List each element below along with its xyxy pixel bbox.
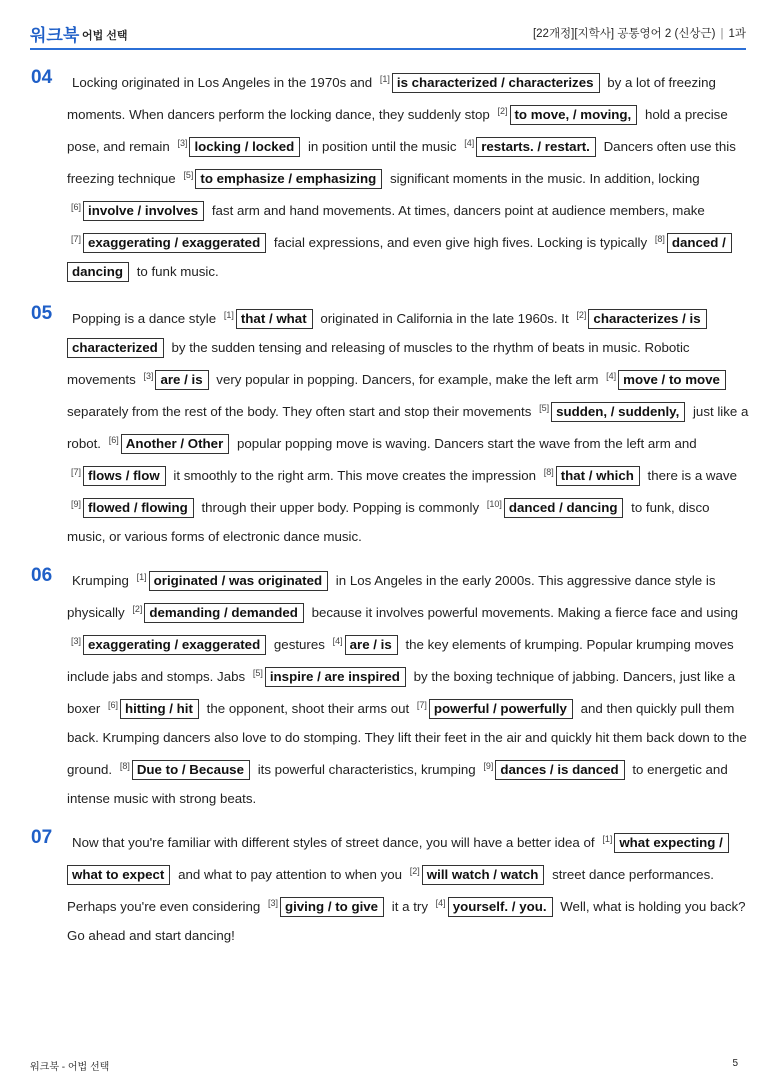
brand-title: 워크북: [30, 26, 80, 45]
choice-blank[interactable]: Another / Other: [121, 434, 230, 454]
brand-subtitle: 어법 선택: [82, 30, 128, 42]
exercise-text: Now that you're familiar with different styles of street dance, you will have a better idea of [1] what expecting / what to expect and what to pay attention to when you [2] will watch / watch street dance performances. Perhaps you're even considering [3] giving / to give it a try [4] yourself. / you. Well, what is holding you back? Go ahead and start dancing!: [67, 834, 746, 943]
choice-blank[interactable]: hitting / hit: [120, 699, 199, 719]
exercise-text: Locking originated in Los Angeles in the 1970s and [1] is characterized / characterizes by a lot of freezing moments. When dancers perform the locking dance, they suddenly stop [2] to move, / moving, hold a precise pose, and remain [3] locking / locked in position until the music [4] restarts. / restart. Dancers often use this freezing technique [5] to emphasize / emphasizing significant moments in the music. In addition, locking [6] involve / involves fast arm and hand movements. At times, dancers point at audience members, make [7] exaggerating / exaggerated facial expressions, and even give high fives. Locking is typically [8] danced / dancing to funk music.: [67, 65, 749, 286]
exercise-number: 04: [31, 67, 53, 88]
choice-blank[interactable]: flowed / flowing: [83, 498, 194, 518]
choice-blank[interactable]: exaggerating / exaggerated: [83, 233, 266, 253]
choice-blank[interactable]: restarts. / restart.: [476, 137, 596, 157]
choice-blank[interactable]: characterizes / is characterized: [67, 309, 707, 358]
choice-blank[interactable]: what expecting / what to expect: [67, 833, 729, 885]
exercise-number: 07: [31, 827, 53, 848]
choice-blank[interactable]: are / is: [345, 635, 398, 655]
exercise-text: Krumping [1] originated / was originated in Los Angeles in the early 2000s. This aggressive dance style is physically [2] demanding / demanded because it involves powerful movements. Making a fierce face and using [3] exaggerating / exaggerated gestures [4] are / is the key elements of krumping. Popular krumping moves include jabs and stomps. Jabs [5] inspire / are inspired by the boxing technique of jabbing. Dancers, just like a boxer [6] hitting / hit the opponent, shoot their arms out [7] powerful / powerfully and then quickly pull them back. Krumping dancers also love to do stomping. They lift their feet in the air and quickly hit them back down to the ground. [8] Due to / Because its powerful characteristics, krumping [9] dances / is danced to energetic and intense music with strong beats.: [67, 572, 747, 806]
choice-blank[interactable]: yourself. / you.: [448, 897, 553, 917]
choice-blank[interactable]: giving / to give: [280, 897, 384, 917]
choice-blank[interactable]: Due to / Because: [132, 760, 250, 780]
choice-blank[interactable]: that / what: [236, 309, 313, 329]
choice-blank[interactable]: is characterized / characterizes: [392, 73, 600, 93]
choice-blank[interactable]: involve / involves: [83, 201, 204, 221]
exercise-text: Popping is a dance style [1] that / what originated in California in the late 1960s. It [2] characterizes / is characterized by the sudden tensing and releasing of muscles to the rhythm of beats in music. Robotic movements [3] are / is very popular in popping. Dancers, for example, make the left arm [4] move / to move separately from the rest of the body. They often start and stop their movements [5] sudden, / suddenly, just like a robot. [6] Another / Other popular popping move is waving. Dancers start the wave from the left arm and [7] flows / flow it smoothly to the right arm. This move creates the impression [8] that / which there is a wave [9] flowed / flowing through their upper body. Popping is commonly [10] danced / dancing to funk, disco music, or various forms of electronic dance music.: [67, 310, 749, 544]
course-info: [22개정][지학사] 공통영어 2 (신상근) | 1과: [532, 28, 746, 40]
choice-blank[interactable]: are / is: [155, 370, 208, 390]
choice-blank[interactable]: that / which: [556, 466, 640, 486]
exercise-number: 06: [31, 565, 53, 586]
choice-blank[interactable]: locking / locked: [189, 137, 300, 157]
lesson-label: 1과: [728, 28, 746, 40]
choice-blank[interactable]: move / to move: [618, 370, 726, 390]
choice-blank[interactable]: sudden, / suddenly,: [551, 402, 685, 422]
course-title: [22개정][지학사] 공통영어 2 (신상근): [532, 28, 716, 40]
choice-blank[interactable]: to emphasize / emphasizing: [195, 169, 382, 189]
choice-blank[interactable]: exaggerating / exaggerated: [83, 635, 266, 655]
choice-blank[interactable]: demanding / demanded: [144, 603, 304, 623]
choice-blank[interactable]: flows / flow: [83, 466, 166, 486]
choice-blank[interactable]: danced / dancing: [504, 498, 624, 518]
choice-blank[interactable]: dances / is danced: [495, 760, 624, 780]
page-number: 5: [732, 1058, 738, 1069]
choice-blank[interactable]: originated / was originated: [149, 571, 328, 591]
choice-blank[interactable]: danced / dancing: [67, 233, 732, 282]
choice-blank[interactable]: powerful / powerfully: [429, 699, 573, 719]
exercise-number: 05: [31, 303, 53, 324]
page-header: [30, 18, 746, 50]
choice-blank[interactable]: to move, / moving,: [510, 105, 638, 125]
choice-blank[interactable]: inspire / are inspired: [265, 667, 406, 687]
footer-label: 워크북 - 어법 선택: [30, 1062, 110, 1073]
choice-blank[interactable]: will watch / watch: [422, 865, 545, 885]
